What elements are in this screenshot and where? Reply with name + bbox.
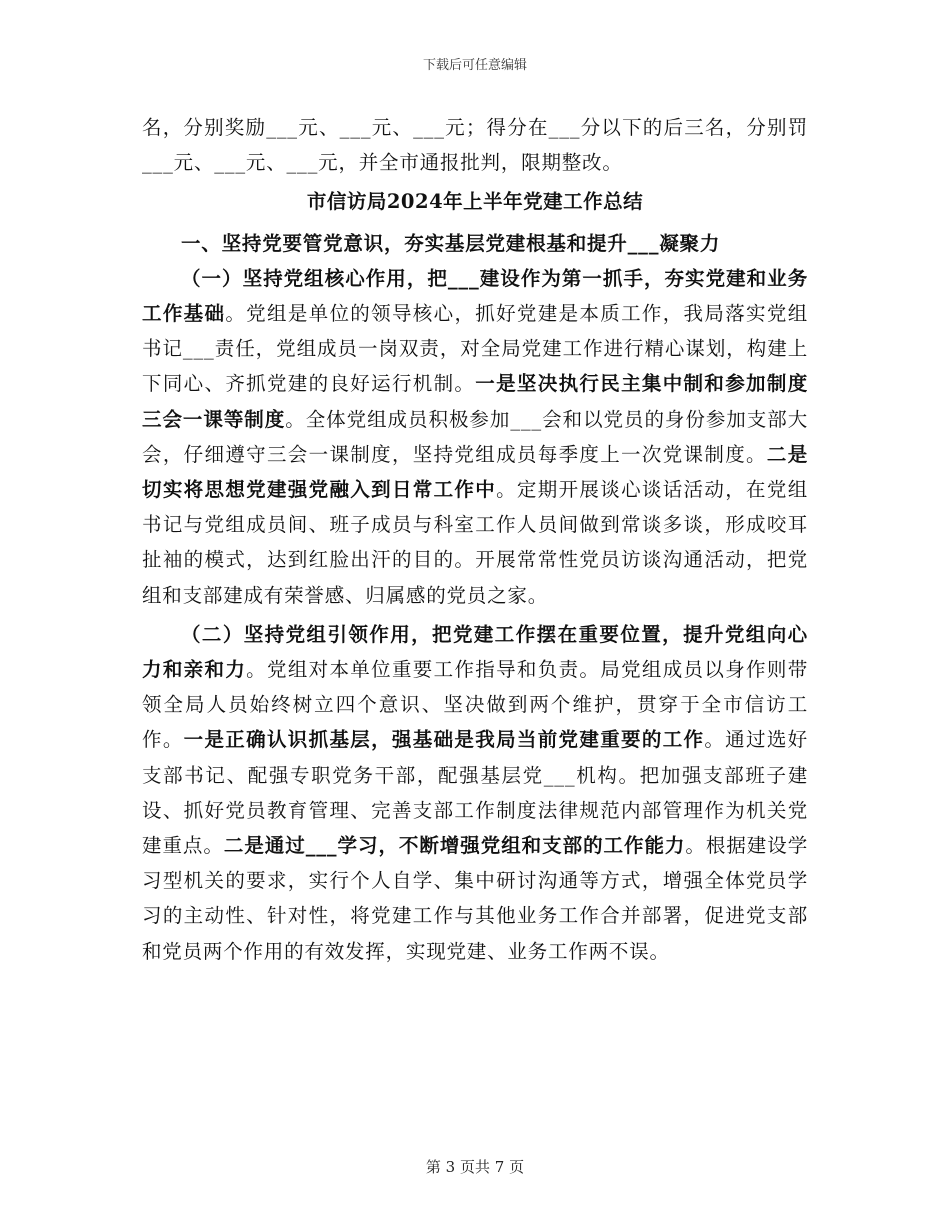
page-header: 下载后可任意编辑 (422, 58, 527, 73)
paragraph-1-text-3: 。定期开展谈心谈话活动，在党组书记与党组成员间、班子成员与科室工作人员间做到常谈多谈，形成咬耳扯袖的模式，达到红脸出汗的目的。开展常常性党员访谈沟通活动，把党组和支部建成有荣誉感、归属感的党员之家。 (142, 478, 808, 607)
paragraph-2-text-1: 。党组对本单位重要工作指导和负责。局党组成员以身作则带领全局人员始终树立四个意识、坚决做到两个维护，贯穿于全市信访工作。 (142, 658, 808, 752)
paragraph-2-text-2: 。通过选好支部书记、配强专职党务干部，配强基层党___机构。把加强支部班子建设、抓好党员教育管理、完善支部工作制度法律规范内部管理作为机关党建重点。 (142, 728, 808, 858)
paragraph-2-point-2: 二是通过___学习，不断增强党组和支部的工作能力 (223, 834, 686, 858)
paragraph-1-text-1: 。党组是单位的领导核心，抓好党建是本质工作，我局落实党组书记___责任，党组成员一岗双责，对全局党建工作进行精心谋划，构建上下同心、齐抓党建的良好运行机制。 (142, 302, 809, 396)
section-heading: 一、坚持党要管党意识，夯实基层党建根基和提升___凝聚力 (181, 231, 721, 255)
paragraph-1 (142, 261, 808, 613)
document-title: 市信访局2024年上半年党建工作总结 (306, 190, 644, 214)
intro-paragraph: 名，分别奖励___元、___元、___元；得分在___分以下的后三名，分别罚___元、___元、___元，并全市通报批判，限期整改。 (142, 116, 808, 175)
paragraph-1-point-2: 二是切实将思想党建强党融入到日常工作中 (142, 442, 808, 502)
page-footer: 第 3 页共 7 页 (425, 1158, 525, 1176)
document-body (142, 110, 808, 969)
paragraph-2-text-3: 。根据建设学习型机关的要求，实行个人自学、集中研讨沟通等方式，增强全体党员学习的主动性、针对性，将党建工作与其他业务工作合并部署，促进党支部和党员两个作用的有效发挥，实现党建、业务工作两不误。 (142, 834, 809, 963)
paragraph-2 (142, 617, 808, 969)
paragraph-2-lead: （二）坚持党组引领作用，把党建工作摆在重要位置，提升党组向心力和亲和力 (142, 622, 808, 682)
paragraph-1-point-1: 一是坚决执行民主集中制和参加制度三会一课等制度 (142, 372, 808, 431)
paragraph-1-text-2: 。全体党组成员积极参加___会和以党员的身份参加支部大会，仔细遵守三会一课制度，坚持党组成员每季度上一次党课制度。 (142, 407, 808, 466)
paragraph-1-lead: （一）坚持党组核心作用，把___建设作为第一抓手，夯实党建和业务工作基础 (142, 266, 808, 326)
paragraph-2-point-1: 一是正确认识抓基层，强基础是我局当前党建重要的工作 (183, 728, 705, 752)
